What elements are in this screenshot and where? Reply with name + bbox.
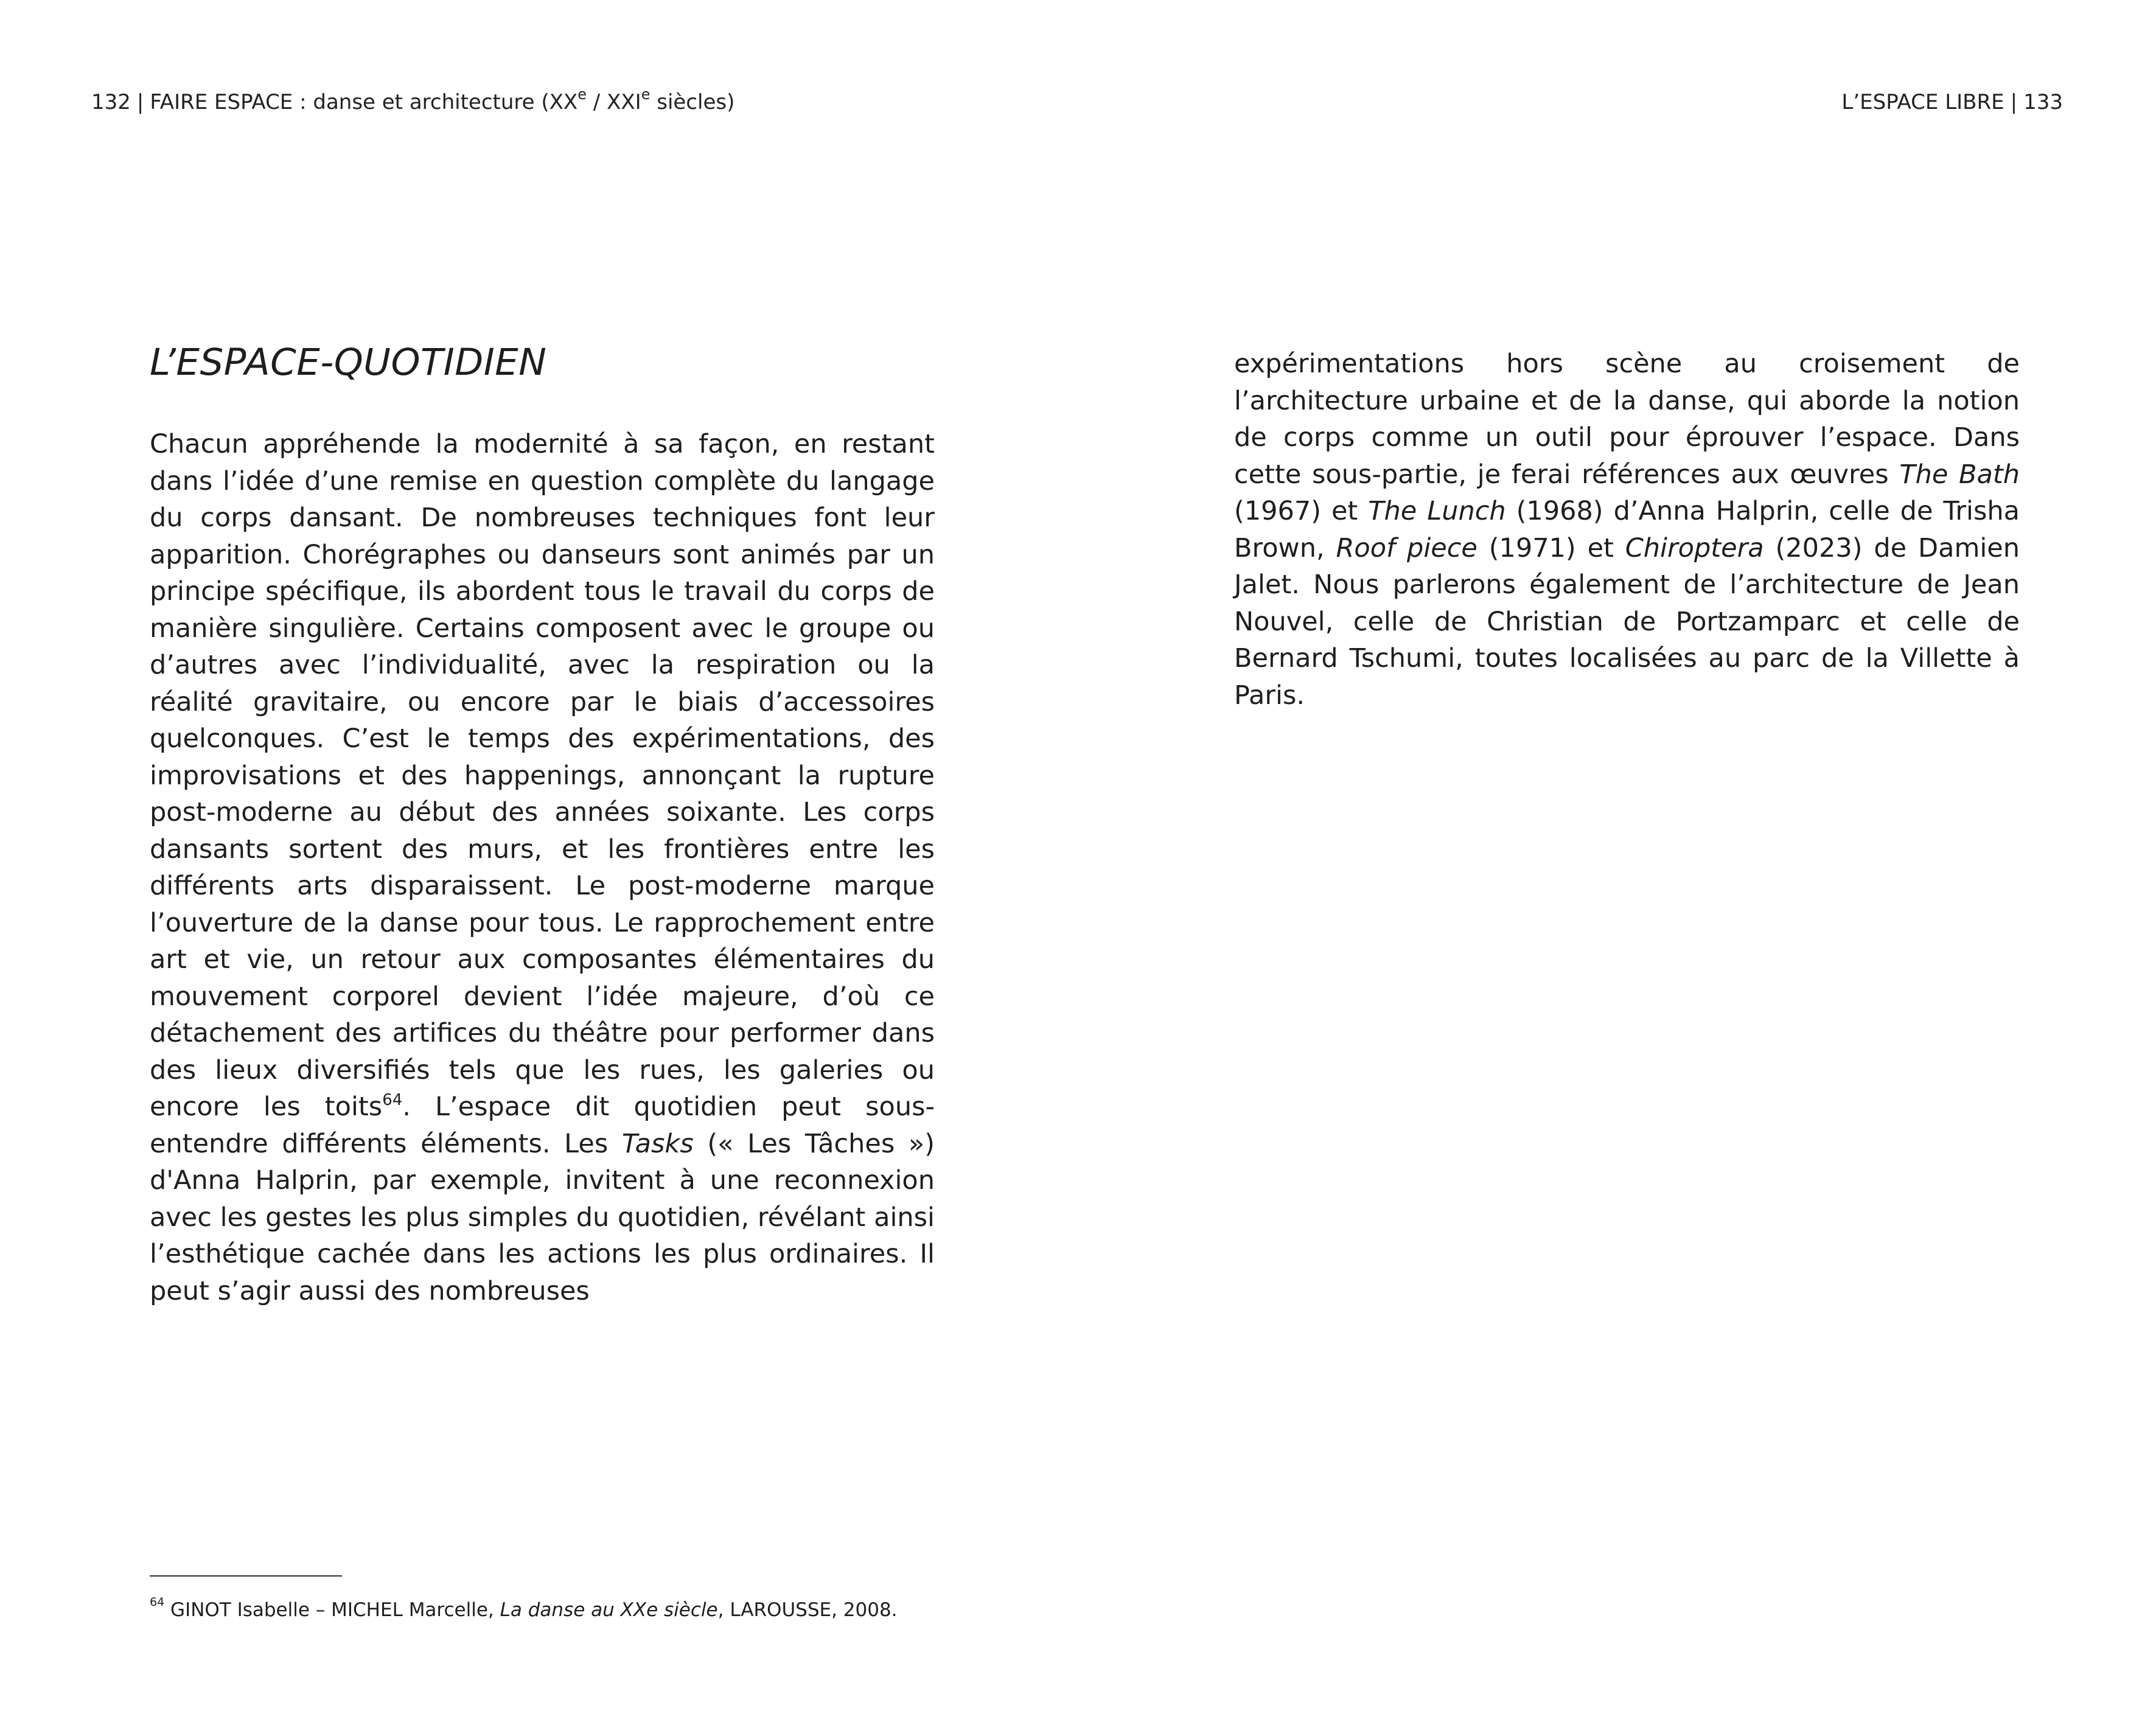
footnote-book-title: La danse au XXe siècle xyxy=(500,1599,718,1621)
book-title: FAIRE ESPACE : danse et architecture (XXe / XXIe siècles) xyxy=(150,85,735,114)
section-heading: L’ESPACE-QUOTIDIEN xyxy=(150,341,547,384)
work-title-tasks: Tasks xyxy=(621,1128,694,1159)
work-title-the-lunch: The Lunch xyxy=(1368,496,1506,526)
work-title-roof-piece: Roof piece xyxy=(1336,532,1477,563)
right-body-paragraph: expérimentations hors scène au croisement de l’architecture urbaine et de la danse, qui aborde la notion de corps comme un outil pour éprouver l’espace. Dans cette sous-partie, je ferai références aux œuvres The Bath (1967) et The Lunch (1968) d’Anna Halprin, celle de Trisha Brown, Roof piece (1971) et Chiroptera (2023) de Damien Jalet. Nous parlerons également de l’architecture de Jean Nouvel, celle de Christian de Portzamparc et celle de Bernard Tschumi, toutes localisées au parc de la Villette à Paris. xyxy=(1234,349,2020,711)
chapter-title: L’ESPACE LIBRE xyxy=(1841,90,2004,114)
right-page xyxy=(1078,0,2156,1725)
right-running-header xyxy=(1841,87,2063,117)
left-running-header xyxy=(91,87,734,117)
footnote: $^{64}$ GINOT Isabelle – MICHEL Marcelle, La danse au XXe siècle, LAROUSSE, 2008. xyxy=(150,1595,898,1621)
work-title-the-bath: The Bath xyxy=(1899,459,2020,490)
header-separator: | xyxy=(136,90,144,114)
left-page-number: 132 xyxy=(91,90,131,114)
work-title-chiroptera: Chiroptera xyxy=(1625,532,1764,563)
left-body-paragraph: Chacun appréhende la modernité à sa façon, en restant dans l’idée d’une remise en question complète du langage du corps dansant. De nombreuses techniques font leur apparition. Chorégraphes ou danseurs sont animés par un principe spécifique, ils abordent tous le travail du corps de manière singulière. Certains composent avec le groupe ou d’autres avec l’individualité, avec la respiration ou la réalité gravitaire, ou encore par le biais d’accessoires quelconques. C’est le temps des expérimentations, des improvisations et des happenings, annonçant la rupture post-moderne au début des années soixante. Les corps dansants sortent des murs, et les frontières entre les différents arts disparaissent. Le post-moderne marque l’ouverture de la danse pour tous. Le rapprochement entre art et vie, un retour aux composantes élémentaires du mouvement corporel devient l’idée majeure, d’où ce détachement des artifices du théâtre pour performer dans des lieux diversifiés tels que les rues, les galeries ou encore les toits$^{64}$. L’espace dit quotidien peut sous-entendre différents éléments. Les Tasks (« Les Tâches ») d'Anna Halprin, par exemple, invitent à une reconnexion avec les gestes les plus simples du quotidien, révélant ainsi l’esthétique cachée dans les actions les plus ordinaires. Il peut s’agir aussi des nombreuses xyxy=(150,429,935,1306)
right-page-number: 133 xyxy=(2023,90,2063,114)
header-separator: | xyxy=(2010,90,2018,114)
footnote-number: 64 xyxy=(150,1595,165,1609)
footnote-reference[interactable]: 64 xyxy=(382,1090,403,1109)
footnote-divider xyxy=(150,1575,342,1577)
